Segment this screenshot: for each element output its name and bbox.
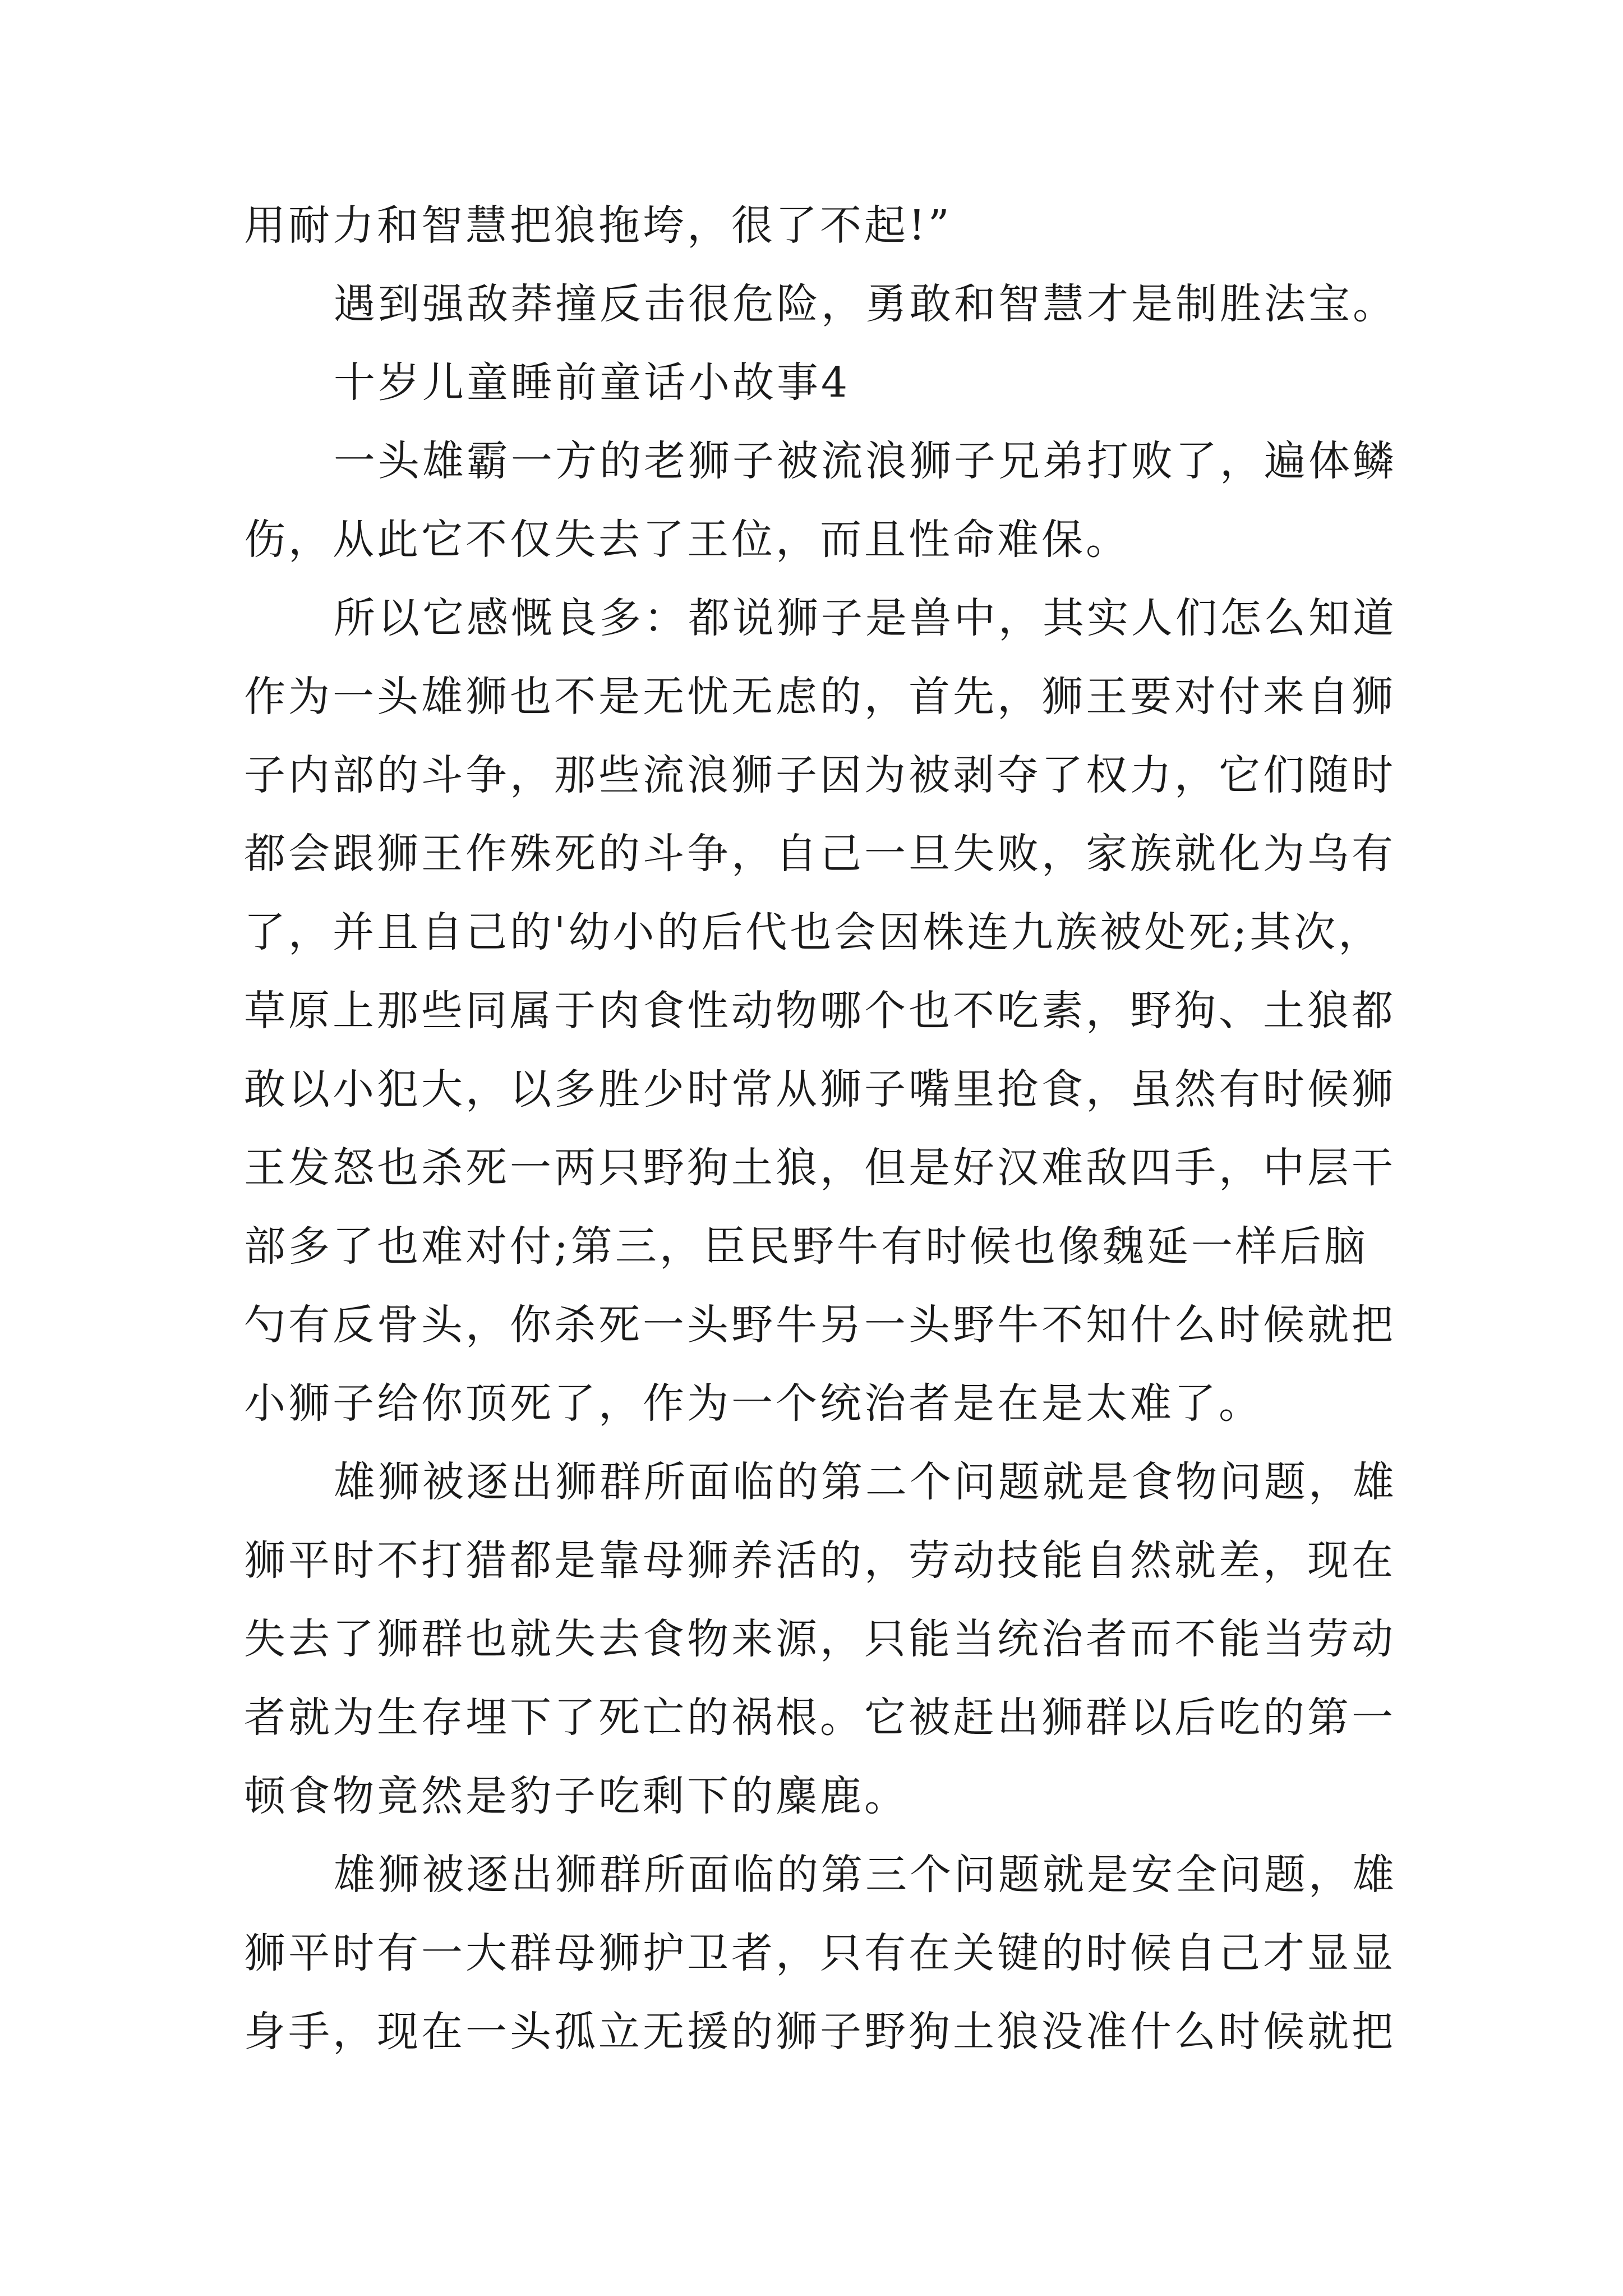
paragraph-line: 子内部的斗争，那些流浪狮子因为被剥夺了权力，它们随时 — [244, 751, 1396, 799]
paragraph-line: 用耐力和智慧把狼拖垮，很了不起!” — [244, 201, 952, 250]
paragraph-line: 都会跟狮王作殊死的斗争，自己一旦失败，家族就化为乌有 — [244, 830, 1396, 878]
paragraph-line: 部多了也难对付;第三，臣民野牛有时候也像魏延一样后脑 — [244, 1222, 1368, 1271]
story-heading: 十岁儿童睡前童话小故事4 — [334, 358, 851, 407]
paragraph-line: 者就为生存埋下了死亡的祸根。它被赶出狮群以后吃的第一 — [244, 1694, 1396, 1742]
paragraph-line: 雄狮被逐出狮群所面临的第三个问题就是安全问题，雄 — [334, 1851, 1397, 1899]
paragraph-line: 了，并且自己的'幼小的后代也会因株连九族被处死;其次， — [244, 908, 1383, 956]
paragraph-line: 勺有反骨头，你杀死一头野牛另一头野牛不知什么时候就把 — [244, 1301, 1396, 1349]
paragraph-line: 狮平时不打猎都是靠母狮养活的，劳动技能自然就差，现在 — [244, 1536, 1396, 1585]
paragraph-line: 身手，现在一头孤立无援的狮子野狗土狼没准什么时候就把 — [244, 2008, 1396, 2056]
paragraph-line: 伤，从此它不仅失去了王位，而且性命难保。 — [244, 516, 1130, 564]
paragraph-line: 王发怒也杀死一两只野狗土狼，但是好汉难敌四手，中层干 — [244, 1144, 1396, 1192]
paragraph-line: 作为一头雄狮也不是无忧无虑的，首先，狮王要对付来自狮 — [244, 673, 1396, 721]
paragraph-line: 敢以小犯大，以多胜少时常从狮子嘴里抢食，虽然有时候狮 — [244, 1065, 1396, 1114]
paragraph-line: 所以它感慨良多：都说狮子是兽中，其实人们怎么知道 — [334, 594, 1397, 642]
paragraph-line: 草原上那些同属于肉食性动物哪个也不吃素，野狗、土狼都 — [244, 987, 1396, 1035]
paragraph-line: 小狮子给你顶死了，作为一个统治者是在是太难了。 — [244, 1379, 1263, 1428]
paragraph-line: 狮平时有一大群母狮护卫者，只有在关键的时候自己才显显 — [244, 1929, 1396, 1977]
paragraph-line: 雄狮被逐出狮群所面临的第二个问题就是食物问题，雄 — [334, 1458, 1397, 1506]
paragraph-line: 失去了狮群也就失去食物来源，只能当统治者而不能当劳动 — [244, 1615, 1396, 1663]
paragraph-line: 顿食物竟然是豹子吃剩下的麋鹿。 — [244, 1772, 909, 1820]
paragraph-line: 一头雄霸一方的老狮子被流浪狮子兄弟打败了，遍体鳞 — [334, 437, 1397, 485]
paragraph-line: 遇到强敌莽撞反击很危险，勇敢和智慧才是制胜法宝。 — [334, 280, 1397, 328]
